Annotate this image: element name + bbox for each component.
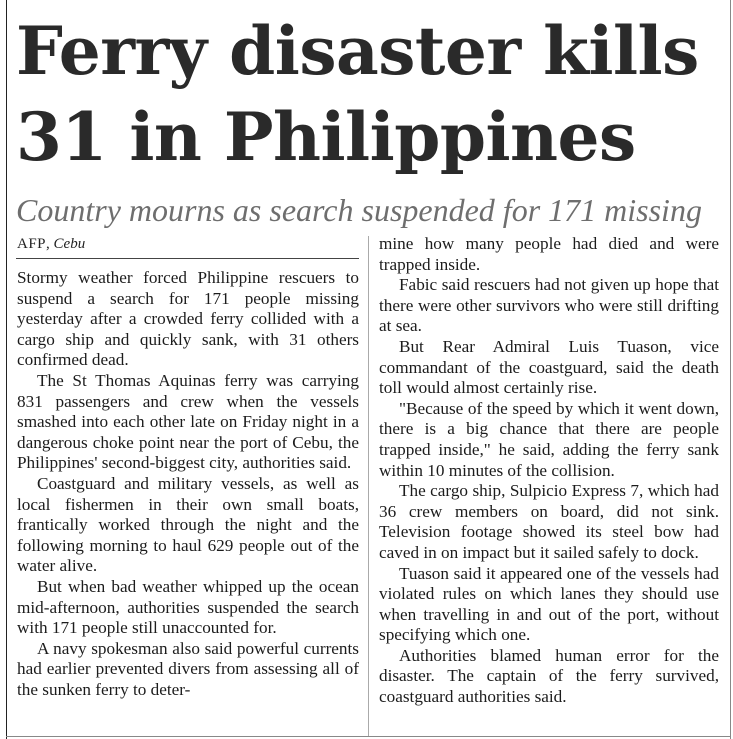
paragraph: "Because of the speed by which it went down, there is a big chance that there are people trapped inside," he said, adding the ferry sank within 10 minutes of the collision.	[379, 398, 719, 480]
paragraph: Coastguard and military vessels, as well as local fishermen in their own small boats, frantically worked through the night and the following morning to haul 629 people out of the water alive.	[17, 473, 359, 576]
paragraph: The St Thomas Aquinas ferry was carrying 831 passengers and crew when the vessels smashed into each other late on Friday night in a dangerous choke point near the port of Cebu, the Philippines' second-biggest city, authorities said.	[17, 370, 359, 473]
paragraph: Stormy weather forced Philippine rescuers to suspend a search for 171 people missing yesterday after a crowded ferry collided with a cargo ship and quickly sank, with 31 others confirmed dead.	[17, 268, 359, 370]
paragraph: mine how many people had died and were trapped inside.	[379, 234, 719, 274]
article-column-left	[17, 268, 359, 736]
article-column-right	[379, 234, 719, 737]
paragraph: Tuason said it appeared one of the vessels had violated rules on which lanes they should use when travelling in and out of the port, without specifying which one.	[379, 563, 719, 645]
paragraph: But when bad weather whipped up the ocean mid-afternoon, authorities suspended the search with 171 people still unaccounted for.	[17, 576, 359, 638]
byline-separator: ,	[46, 236, 50, 252]
byline-rule	[16, 258, 359, 259]
column-divider	[368, 236, 369, 736]
page-right-rule	[730, 0, 731, 739]
paragraph: The cargo ship, Sulpicio Express 7, which had 36 crew members on board, did not sink. Television footage showed its steel bow had caved in on impact but it sailed safely to dock.	[379, 481, 719, 562]
page-left-rule	[6, 0, 7, 739]
headline	[16, 8, 726, 180]
headline-line-1: Ferry disaster kills	[16, 12, 699, 90]
paragraph: But Rear Admiral Luis Tuason, vice commandant of the coastguard, said the death toll would almost certainly rise.	[379, 336, 719, 398]
byline-city: Cebu	[53, 236, 86, 252]
paragraph: Fabic said rescuers had not given up hope that there were other survivors who were still drifting at sea.	[379, 275, 719, 336]
byline-agency: AFP	[17, 236, 47, 252]
paragraph: A navy spokesman also said powerful currents had earlier prevented divers from assessing all of the sunken ferry to deter-	[17, 638, 359, 699]
subheadline: Country mourns as search suspended for 171 missing	[16, 192, 702, 228]
byline	[17, 234, 85, 254]
paragraph: Authorities blamed human error for the disaster. The captain of the ferry survived, coastguard authorities said.	[379, 645, 719, 707]
headline-line-2: 31 in Philippines	[16, 98, 636, 176]
